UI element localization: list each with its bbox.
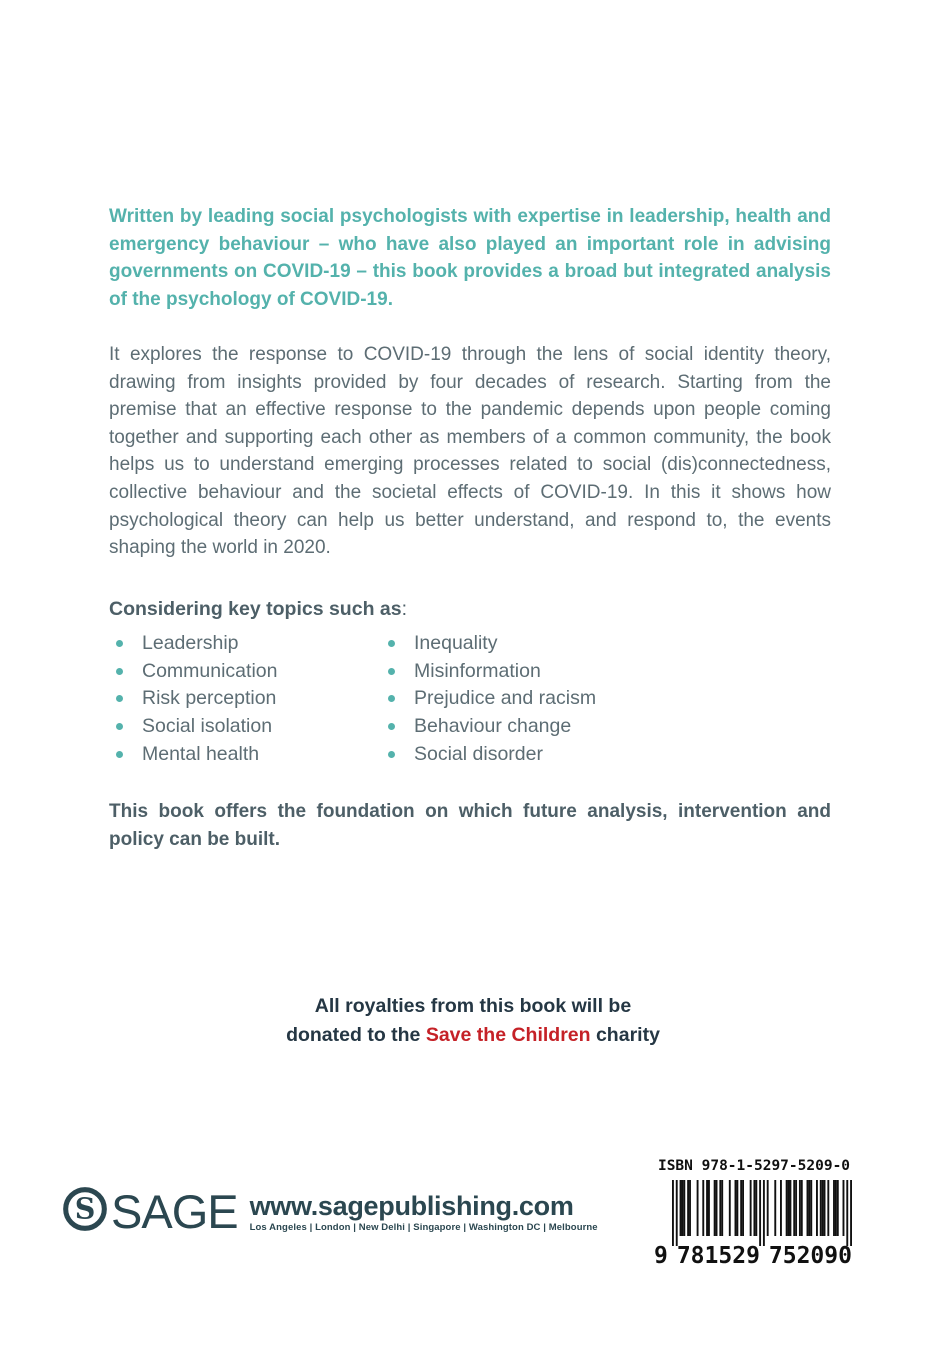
topic-label: Prejudice and racism (414, 687, 597, 710)
topics-column-1 (109, 630, 371, 768)
publisher-website: www.sagepublishing.com (249, 1191, 574, 1221)
publisher-block (62, 1186, 598, 1237)
royalties-note (0, 992, 946, 1049)
bullet-icon (116, 640, 123, 647)
topic-item (109, 685, 371, 713)
royalties-line2-prefix: donated to the (286, 1023, 426, 1046)
topic-item (381, 713, 681, 741)
barcode-digit-group: 9 (654, 1243, 668, 1269)
bullet-icon (388, 668, 395, 675)
topic-label: Mental health (142, 742, 260, 765)
closing-paragraph: This book offers the foundation on which future analysis, intervention and policy can be built. (109, 801, 831, 850)
royalties-line1: All royalties from this book will be (314, 995, 632, 1017)
topic-item (381, 685, 681, 713)
sage-logo-icon (62, 1186, 108, 1237)
royalties-line2 (0, 1021, 946, 1050)
topic-item (381, 658, 681, 686)
topic-label: Communication (142, 659, 278, 682)
bullet-icon (388, 751, 395, 758)
publisher-locations: Los Angeles | London | New Delhi | Singapore | Washington DC | Melbourne (249, 1222, 598, 1233)
topic-label: Behaviour change (414, 715, 572, 738)
bullet-icon (388, 695, 395, 702)
bullet-icon (116, 723, 123, 730)
barcode-digit-group: 752090 (768, 1243, 852, 1269)
topic-item (381, 630, 681, 658)
svg-text:S: S (74, 1191, 96, 1226)
topic-label: Social isolation (142, 715, 273, 738)
topic-label: Risk perception (142, 687, 277, 710)
topics-column-2 (381, 630, 681, 768)
bullet-icon (116, 695, 123, 702)
barcode-digits (654, 1244, 852, 1268)
topic-label: Misinformation (414, 659, 541, 682)
topic-item (381, 740, 681, 768)
barcode-bars-icon (672, 1180, 852, 1246)
isbn-label: ISBN 978-1-5297-5209-0 (657, 1158, 851, 1174)
topic-item (109, 740, 371, 768)
publisher-text (250, 1190, 598, 1233)
topic-item (109, 713, 371, 741)
topics-heading-text: Considering key topics such as (109, 598, 402, 620)
topic-label: Social disorder (414, 742, 543, 765)
topic-item (109, 658, 371, 686)
publisher-name: SAGE (111, 1185, 238, 1238)
topic-label: Leadership (142, 632, 239, 655)
topics-heading (109, 596, 831, 622)
topic-label: Inequality (414, 632, 498, 655)
bullet-icon (388, 723, 395, 730)
topics-heading-colon: : (401, 598, 408, 620)
royalties-line2-suffix: charity (590, 1023, 660, 1046)
bullet-icon (116, 751, 123, 758)
intro-paragraph: Written by leading social psychologists with expertise in leadership, health and emergency behaviour – who have also played an important role in advising governments on COVID-19 – this book provides a broad but integrated analysis of the psychology of COVID-19. (109, 206, 831, 310)
isbn-barcode (654, 1158, 854, 1274)
barcode-digit-group: 781529 (676, 1243, 760, 1269)
description-paragraph: It explores the response to COVID-19 through the lens of social identity theory, drawing from insights provided by four decades of research. Starting from the premise that an effective response to the pandemic depends upon people coming together and supporting each other as members of a common community, the book helps us to understand emerging processes related to social (dis)connectedness, collective behaviour and the societal effects of COVID-19. In this it shows how psychological theory can help us better understand, and respond to, the events shaping the world in 2020. (109, 344, 831, 559)
topic-item (109, 630, 371, 658)
bullet-icon (388, 640, 395, 647)
charity-name: Save the Children (425, 1023, 591, 1046)
bullet-icon (116, 668, 123, 675)
